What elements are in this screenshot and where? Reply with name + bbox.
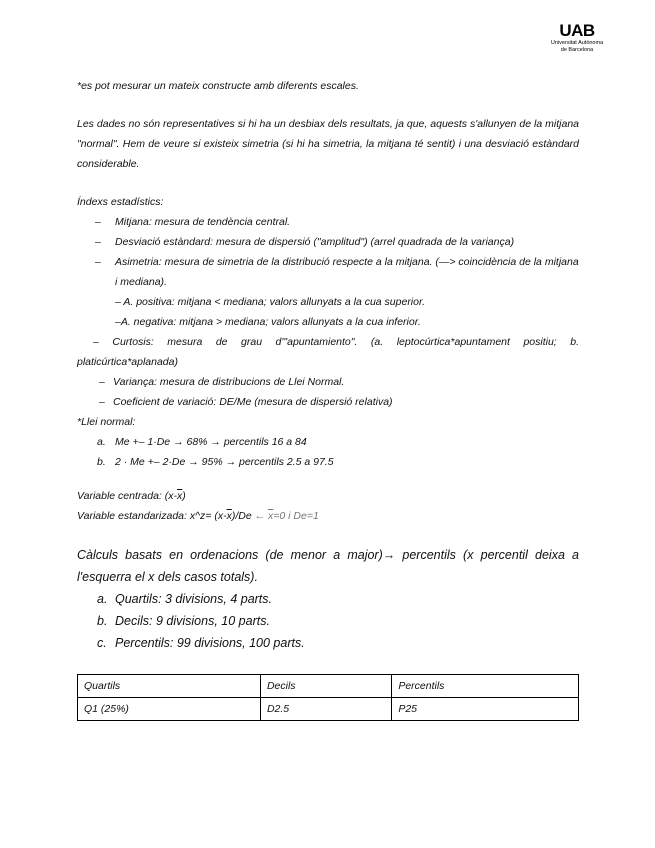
list-item <box>77 392 579 412</box>
scales-note: *es pot mesurar un mateix constructe amb diferents escales. <box>77 80 359 92</box>
normal-law-item-b: 2 · Me +– 2·De → 95% → percentils 2.5 a 97.5 <box>115 456 334 468</box>
table-cell: P25 <box>392 698 579 721</box>
index-item-mean: Mitjana: mesura de tendència central. <box>115 216 291 228</box>
list-marker: a. <box>97 592 108 606</box>
index-item-std: Desviació estàndard: mesura de dispersió ("amplitud") (arrel quadrada de la variança) <box>115 236 515 248</box>
list-item <box>77 232 579 252</box>
normal-law-heading: *Llei normal: <box>77 416 136 428</box>
table-header-cell: Decils <box>260 675 391 698</box>
list-item <box>77 252 579 292</box>
bullet-dash: – <box>95 216 101 228</box>
list-item <box>77 212 579 232</box>
calc-item-quartiles: Quartils: 3 divisions, 4 parts. <box>115 592 273 606</box>
bullet-dash: – <box>95 256 101 268</box>
curtosis-item: – Curtosis: mesura de grau d'"apuntamiento". (a. leptocúrtica*apuntament positiu; b. platicúrtica*aplanada) <box>77 336 579 368</box>
table-cell: D2.5 <box>260 698 391 721</box>
list-item <box>77 610 579 632</box>
list-marker: a. <box>97 436 106 448</box>
index-item-variance: Variança: mesura de distribucions de Llei Normal. <box>113 376 345 388</box>
logo-line-2: de Barcelona <box>560 47 594 53</box>
list-item <box>77 452 579 472</box>
table-header-cell: Percentils <box>392 675 579 698</box>
logo-mark: UAB <box>559 21 595 40</box>
bullet-dash: – <box>95 236 101 248</box>
x-bar: $\overline{x}$ <box>268 510 274 522</box>
x-bar: $\overline{x}$ <box>226 510 232 522</box>
list-item <box>77 372 579 392</box>
list-marker: c. <box>97 636 107 650</box>
table-cell: Q1 (25%) <box>78 698 261 721</box>
quantiles-table <box>77 674 579 721</box>
document-content <box>77 76 579 721</box>
uab-logo <box>537 22 617 54</box>
bullet-dash: – <box>99 376 105 388</box>
table-header-row <box>78 675 579 698</box>
calc-item-deciles: Decils: 9 divisions, 10 parts. <box>115 614 270 628</box>
list-item <box>77 588 579 610</box>
indexes-heading: Índexs estadístics: <box>77 196 164 208</box>
index-item-asymmetry: Asimetria: mesura de simetria de la distribució respecte a la mitjana. (—> coincidència de la mitjana i mediana). <box>115 256 579 288</box>
asymmetry-negative: –A. negativa: mitjana > mediana; valors allunyats a la cua inferior. <box>115 316 421 328</box>
centered-variable: Variable centrada: $(x-\overline{x})$ <box>77 490 186 502</box>
bullet-dash: – <box>99 396 105 408</box>
table-header-cell: Quartils <box>78 675 261 698</box>
list-marker: b. <box>97 456 106 468</box>
list-item <box>77 432 579 452</box>
calc-item-percentiles: Percentils: 99 divisions, 100 parts. <box>115 636 305 650</box>
standardized-variable: Variable estandarizada: x^z= $(x-\overline{x})/De$ ← $\overline{x}=0$ i De=1 <box>77 510 319 522</box>
representative-paragraph: Les dades no són representatives si hi ha un desbiax dels resultats, ja que, aquests s'allunyen de la mitjana "normal". Hem de veure si existeix simetria (si hi ha simetria, la mitjana té sentit) i una desviació estàndard considerable. <box>77 118 579 170</box>
list-marker: b. <box>97 614 108 628</box>
asymmetry-positive: – A. positiva: mitjana < mediana; valors allunyats a la cua superior. <box>115 296 426 308</box>
index-item-cv: Coeficient de variació: DE/Me (mesura de dispersió relativa) <box>113 396 393 408</box>
logo-line-1: Universitat Autònoma <box>550 40 604 46</box>
normal-law-item-a: Me +– 1·De → 68% → percentils 16 a 84 <box>115 436 307 448</box>
x-bar: $\overline{x}$ <box>177 490 183 502</box>
table-row <box>78 698 579 721</box>
calculations-intro: Càlculs basats en ordenacions (de menor a major)→ percentils (x percentil deixa a l'esquerra el x dels casos totals). <box>77 548 579 584</box>
list-item <box>77 632 579 654</box>
